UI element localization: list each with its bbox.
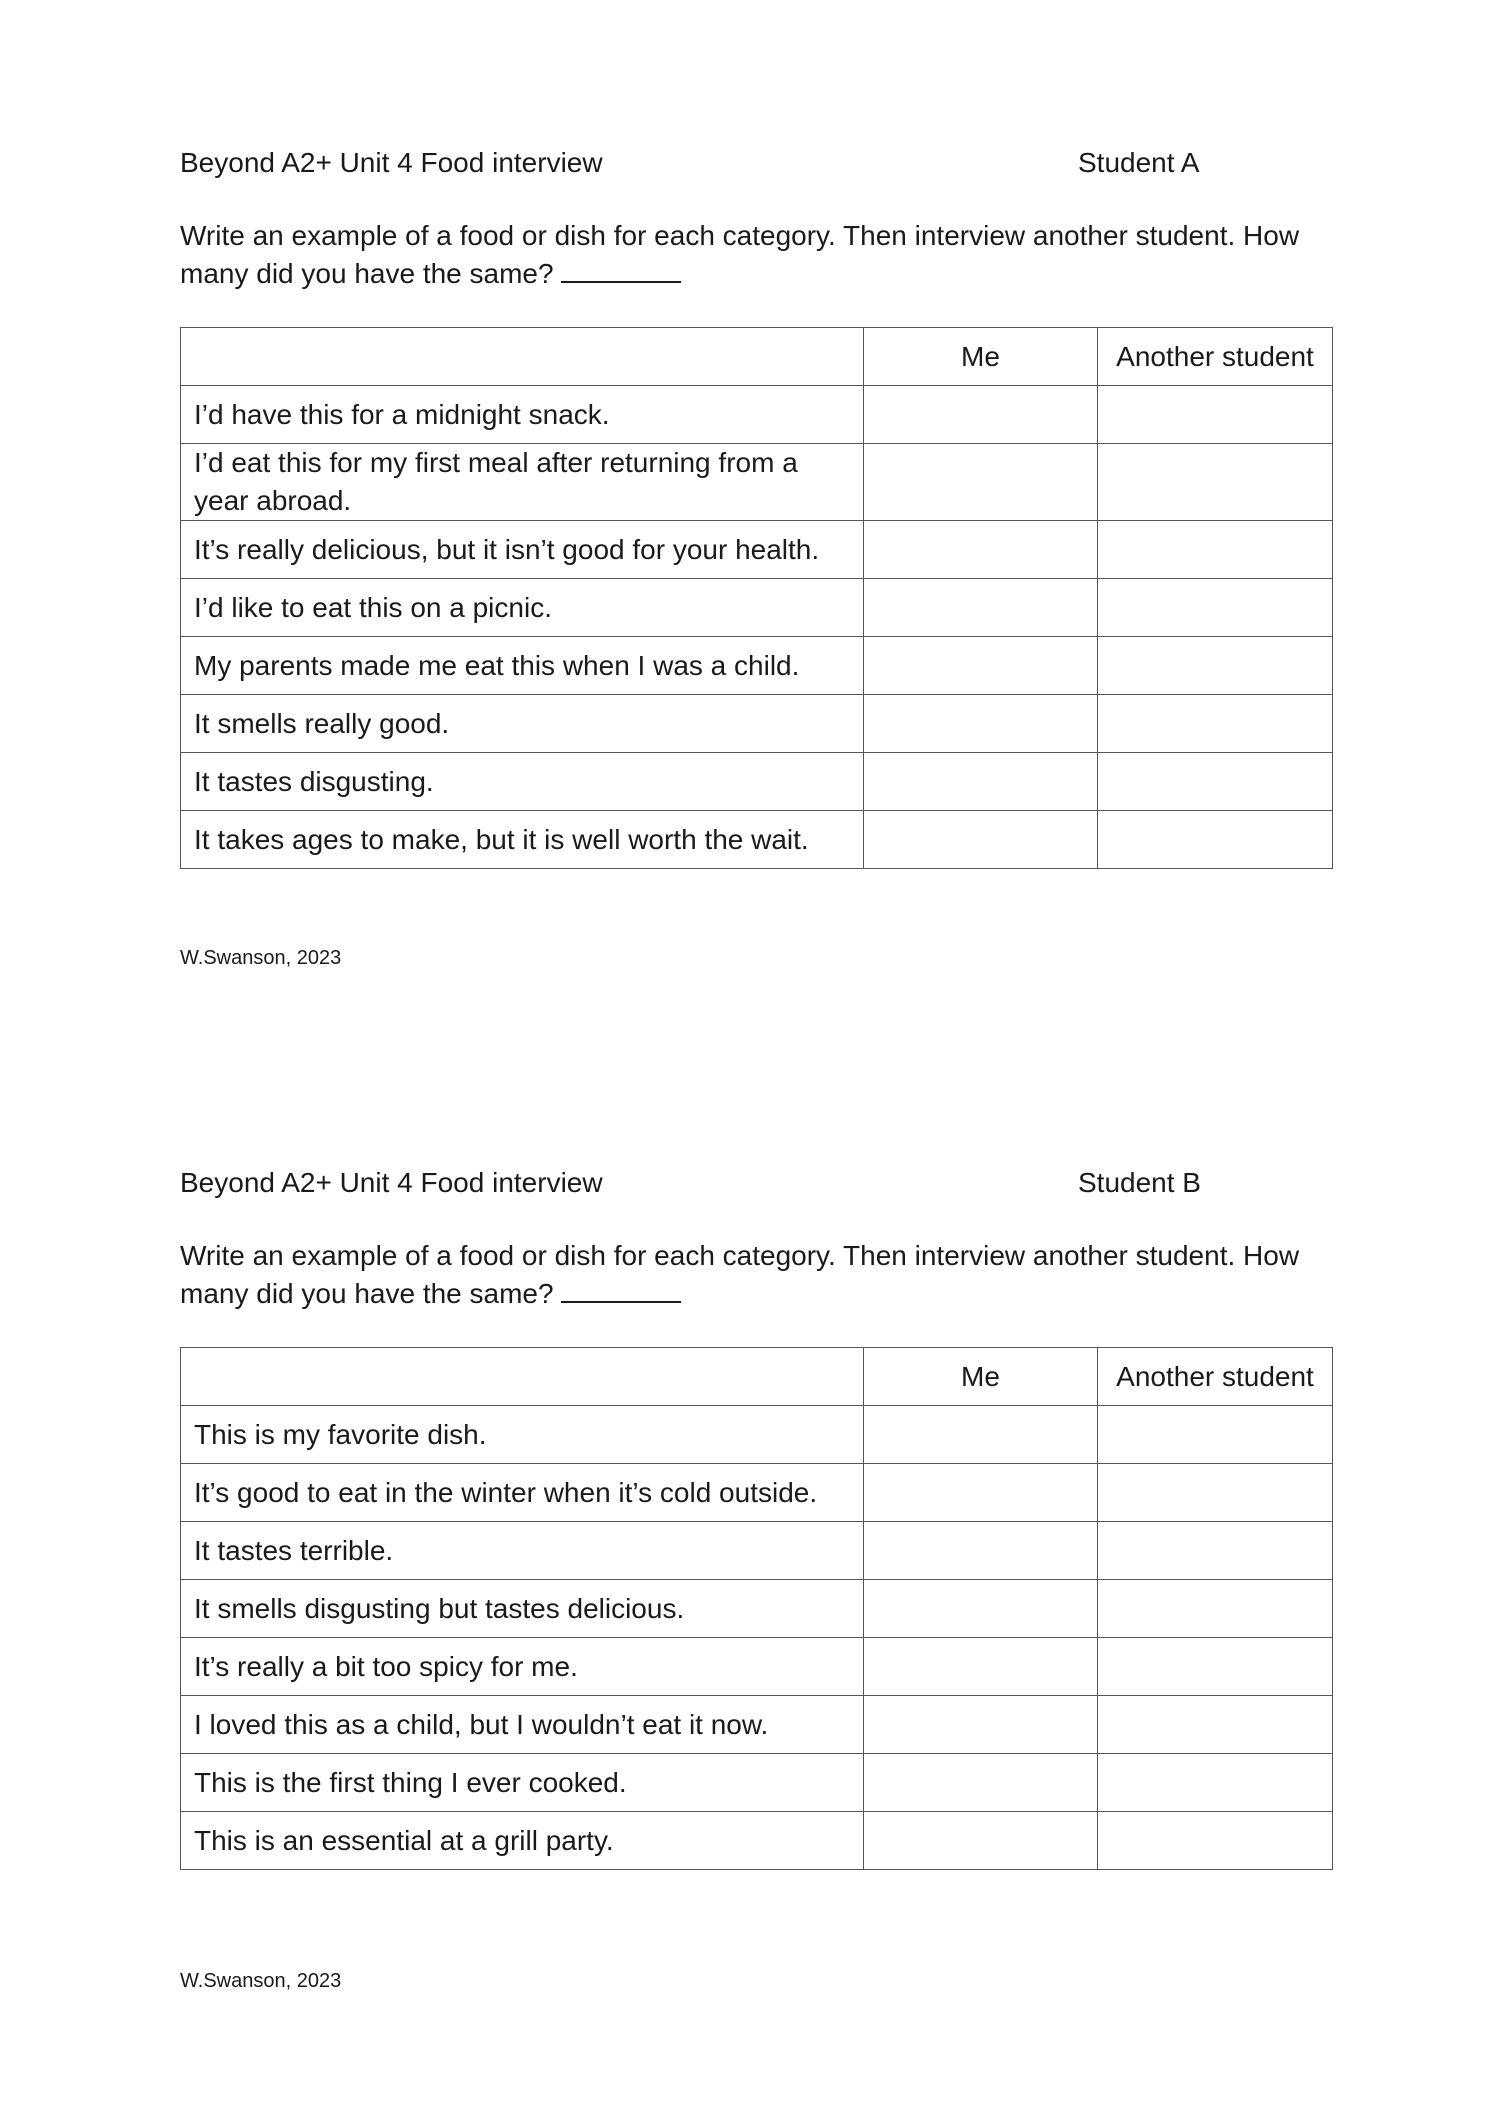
category-text: It smells disgusting but tastes delicious. — [181, 1580, 864, 1638]
student-label: Student B — [1078, 1167, 1201, 1198]
other-answer-cell[interactable] — [1098, 1638, 1333, 1696]
worksheet-header — [180, 143, 1332, 183]
other-answer-cell[interactable] — [1098, 386, 1333, 444]
me-answer-cell[interactable] — [864, 1638, 1098, 1696]
me-answer-cell[interactable] — [864, 695, 1098, 753]
me-answer-cell[interactable] — [864, 637, 1098, 695]
header-me: Me — [864, 1348, 1098, 1406]
interview-table — [180, 1347, 1333, 1870]
me-answer-cell[interactable] — [864, 1464, 1098, 1522]
table-row — [181, 637, 1333, 695]
table-row — [181, 444, 1333, 521]
other-answer-cell[interactable] — [1098, 1522, 1333, 1580]
worksheet-header — [180, 1163, 1332, 1203]
category-text: It tastes disgusting. — [181, 753, 864, 811]
table-row — [181, 1464, 1333, 1522]
other-answer-cell[interactable] — [1098, 444, 1333, 521]
table-header-row — [181, 1348, 1333, 1406]
me-answer-cell[interactable] — [864, 1522, 1098, 1580]
worksheet-title: Beyond A2+ Unit 4 Food interview — [180, 1167, 603, 1198]
me-answer-cell[interactable] — [864, 444, 1098, 521]
me-answer-cell[interactable] — [864, 1580, 1098, 1638]
table-row — [181, 1406, 1333, 1464]
author-credit: W.Swanson, 2023 — [180, 1970, 342, 1992]
header-category-cell — [181, 1348, 864, 1406]
category-text: It smells really good. — [181, 695, 864, 753]
other-answer-cell[interactable] — [1098, 695, 1333, 753]
table-row — [181, 1754, 1333, 1812]
other-answer-cell[interactable] — [1098, 1580, 1333, 1638]
category-text: It’s really a bit too spicy for me. — [181, 1638, 864, 1696]
header-another-student: Another student — [1098, 1348, 1333, 1406]
category-text: I’d have this for a midnight snack. — [181, 386, 864, 444]
table-row — [181, 1580, 1333, 1638]
category-text: This is my favorite dish. — [181, 1406, 864, 1464]
category-text: It’s really delicious, but it isn’t good for your health. — [181, 521, 864, 579]
me-answer-cell[interactable] — [864, 1406, 1098, 1464]
header-another-student: Another student — [1098, 328, 1333, 386]
category-text: I loved this as a child, but I wouldn’t eat it now. — [181, 1696, 864, 1754]
table-row — [181, 1522, 1333, 1580]
author-credit: W.Swanson, 2023 — [180, 947, 342, 969]
table-row — [181, 1638, 1333, 1696]
me-answer-cell[interactable] — [864, 1696, 1098, 1754]
instruction-text: Write an example of a food or dish for each category. Then interview another student. How many did you have the same? — [180, 220, 1300, 289]
category-text: It tastes terrible. — [181, 1522, 864, 1580]
other-answer-cell[interactable] — [1098, 637, 1333, 695]
instruction-text: Write an example of a food or dish for each category. Then interview another student. How many did you have the same? — [180, 1240, 1300, 1309]
category-text: This is an essential at a grill party. — [181, 1812, 864, 1870]
me-answer-cell[interactable] — [864, 521, 1098, 579]
me-answer-cell[interactable] — [864, 1754, 1098, 1812]
student-label: Student A — [1078, 147, 1200, 178]
table-header-row — [181, 328, 1333, 386]
instructions — [180, 1237, 1332, 1313]
instructions — [180, 217, 1332, 293]
table-row — [181, 579, 1333, 637]
category-text: It’s good to eat in the winter when it’s cold outside. — [181, 1464, 864, 1522]
other-answer-cell[interactable] — [1098, 753, 1333, 811]
header-me: Me — [864, 328, 1098, 386]
category-text: It takes ages to make, but it is well worth the wait. — [181, 811, 864, 869]
header-category-cell — [181, 328, 864, 386]
other-answer-cell[interactable] — [1098, 811, 1333, 869]
table-row — [181, 1812, 1333, 1870]
worksheet-student-a — [180, 143, 1332, 970]
me-answer-cell[interactable] — [864, 1812, 1098, 1870]
category-text: I’d like to eat this on a picnic. — [181, 579, 864, 637]
worksheet-student-b — [180, 1163, 1332, 1993]
table-row — [181, 1696, 1333, 1754]
me-answer-cell[interactable] — [864, 753, 1098, 811]
other-answer-cell[interactable] — [1098, 1464, 1333, 1522]
table-row — [181, 386, 1333, 444]
table-row — [181, 811, 1333, 869]
table-row — [181, 521, 1333, 579]
category-text: My parents made me eat this when I was a child. — [181, 637, 864, 695]
other-answer-cell[interactable] — [1098, 521, 1333, 579]
worksheet-title: Beyond A2+ Unit 4 Food interview — [180, 147, 603, 178]
me-answer-cell[interactable] — [864, 811, 1098, 869]
interview-table — [180, 327, 1333, 869]
category-text: This is the first thing I ever cooked. — [181, 1754, 864, 1812]
other-answer-cell[interactable] — [1098, 1812, 1333, 1870]
me-answer-cell[interactable] — [864, 579, 1098, 637]
category-text: I’d eat this for my first meal after returning from a year abroad. — [181, 444, 864, 521]
other-answer-cell[interactable] — [1098, 1406, 1333, 1464]
answer-blank[interactable] — [561, 1275, 681, 1303]
other-answer-cell[interactable] — [1098, 1696, 1333, 1754]
other-answer-cell[interactable] — [1098, 1754, 1333, 1812]
answer-blank[interactable] — [561, 255, 681, 283]
table-row — [181, 695, 1333, 753]
me-answer-cell[interactable] — [864, 386, 1098, 444]
other-answer-cell[interactable] — [1098, 579, 1333, 637]
table-row — [181, 753, 1333, 811]
